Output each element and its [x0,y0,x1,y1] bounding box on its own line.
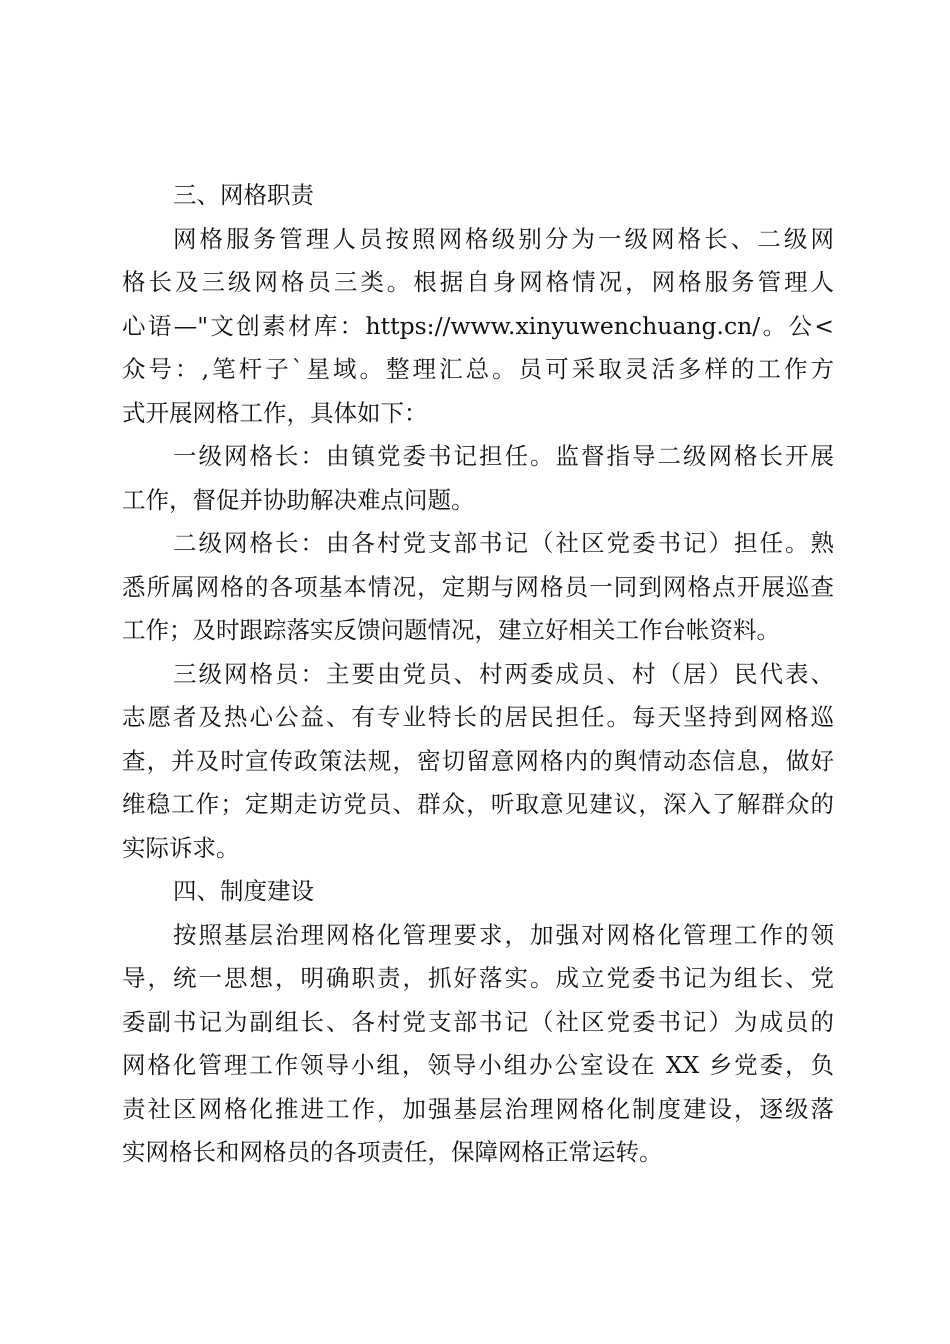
paragraph-line: 按照基层治理网格化管理要求，加强对网格化管理工作的领 [173,920,834,949]
paragraph-line: 查，并及时宣传政策法规，密切留意网格内的舆情动态信息，做好 [122,746,834,775]
document-body [122,174,834,1175]
paragraph-line: 网格化管理工作领导小组，领导小组办公室设在 XX 乡党委，负 [122,1051,834,1079]
paragraph-line: 工作；及时跟踪落实反馈问题情况，建立好相关工作台帐资料。 [122,616,780,644]
paragraph-line: 实网格长和网格员的各项责任，保障网格正常运转。 [122,1138,663,1166]
paragraph-line: 众号：,笔杆子`星域。整理汇总。员可采取灵活多样的工作方 [122,355,834,383]
paragraph-line: 格长及三级网格员三类。根据自身网格情况，网格服务管理人 [122,268,834,296]
paragraph-line: 一级网格长：由镇党委书记担任。监督指导二级网格长开展 [173,442,834,470]
section-heading-system: 四、制度建设 [173,877,314,905]
section-heading-duties: 三、网格职责 [173,181,314,209]
paragraph-line: 委副书记为副组长、各村党支部书记（社区党委书记）为成员的 [122,1007,834,1036]
paragraph-line: 心语—"文创素材库：https://www.xinyuwenchuang.cn/。公< [122,311,834,340]
paragraph-line: 维稳工作；定期走访党员、群众，听取意见建议，深入了解群众的 [122,790,834,818]
paragraph-line: 式开展网格工作，具体如下： [122,398,428,427]
paragraph-line: 三级网格员：主要由党员、村两委成员、村（居）民代表、 [173,659,834,688]
paragraph-line: 志愿者及热心公益、有专业特长的居民担任。每天坚持到网格巡 [122,703,834,731]
paragraph-line: 网格服务管理人员按照网格级别分为一级网格长、二级网 [173,224,834,253]
paragraph-line: 实际诉求。 [122,833,240,862]
paragraph-line: 悉所属网格的各项基本情况，定期与网格员一同到网格点开展巡查 [122,572,834,601]
paragraph-line: 工作，督促并协助解决难点问题。 [122,485,475,514]
paragraph-line: 责社区网格化推进工作，加强基层治理网格化制度建设，逐级落 [122,1094,834,1123]
paragraph-line: 二级网格长：由各村党支部书记（社区党委书记）担任。熟 [173,529,834,557]
paragraph-line: 导，统一思想，明确职责，抓好落实。成立党委书记为组长、党 [122,964,834,992]
